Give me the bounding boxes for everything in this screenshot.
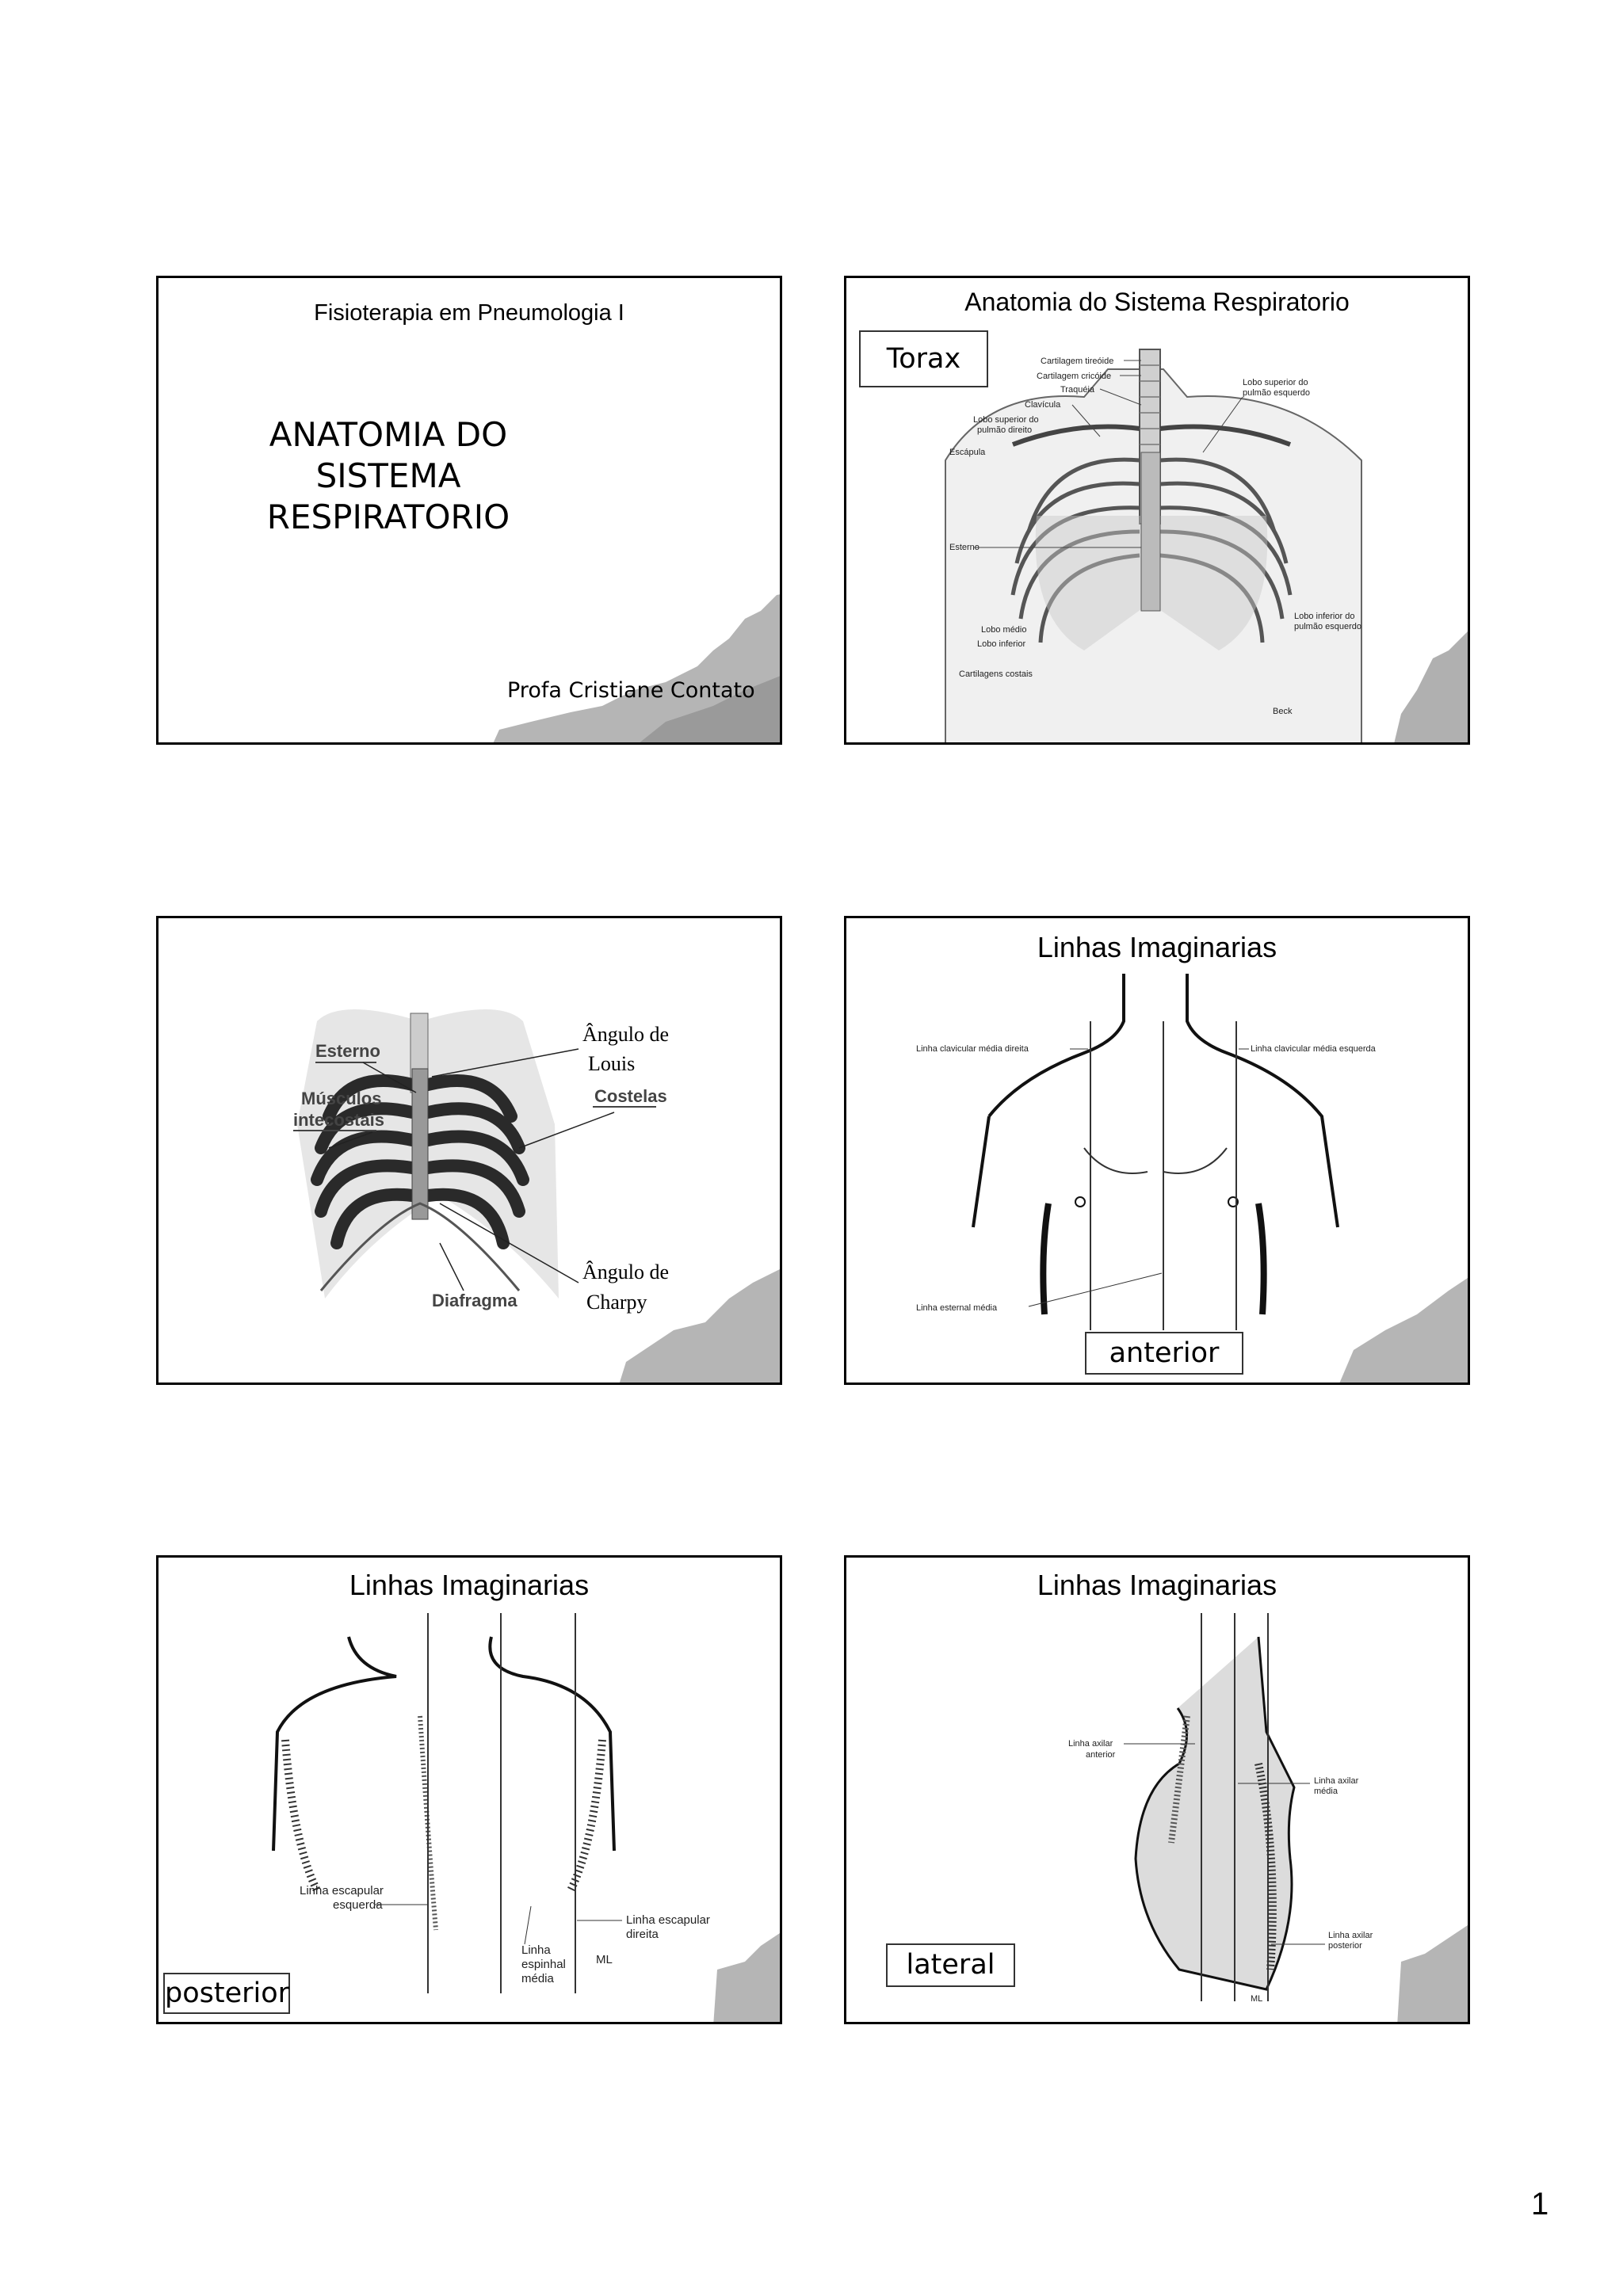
label-musculos-intercostais: Músculos <box>301 1089 382 1108</box>
label-lobo-superior-esquerdo: pulmão esquerdo <box>1243 388 1311 398</box>
label-escapula: Escápula <box>949 448 986 457</box>
label-esterno: Esterno <box>315 1041 380 1061</box>
author-name: Profa Cristiane Contato <box>507 678 755 703</box>
slide-heading: Linhas Imaginarias <box>349 1569 590 1601</box>
label-lobo-inferior-esquerdo: Lobo inferior do <box>1294 612 1355 621</box>
title-line: ANATOMIA DO <box>269 415 508 454</box>
label-cartilagem-cricoide: Cartilagem cricóide <box>1037 372 1112 381</box>
label-cartilagem-tireoide: Cartilagem tireóide <box>1041 357 1114 366</box>
slide-torax <box>844 276 1470 745</box>
label-cartilagens-costais: Cartilagens costais <box>959 669 1033 679</box>
slide-title <box>156 276 782 745</box>
ribcage-illustration <box>158 918 782 1385</box>
label-costelas: Costelas <box>594 1086 667 1106</box>
label-linha-espinhal-media: Linha <box>521 1943 551 1957</box>
label-traqueia: Traquéia <box>1060 385 1095 395</box>
label-linha-axilar-anterior: Linha axilar <box>1068 1739 1113 1749</box>
label-linha-axilar-posterior: Linha axilar <box>1328 1931 1373 1940</box>
label-angulo-louis: Ângulo de <box>582 1023 670 1046</box>
slide-linhas-lateral <box>844 1555 1470 2024</box>
label-linha-escapular-esquerda: Linha escapular <box>300 1884 384 1897</box>
label-linha-clavicular-esquerda: Linha clavicular média esquerda <box>1251 1044 1376 1054</box>
title-line: RESPIRATORIO <box>266 498 510 536</box>
label-lobo-inferior: Lobo inferior <box>977 639 1026 649</box>
illustrator-signature: ML <box>1251 1994 1263 2004</box>
label-clavicula: Clavícula <box>1025 400 1061 410</box>
label-linha-axilar-media: média <box>1314 1787 1338 1796</box>
section-tag: Torax <box>859 330 988 387</box>
label-diafragma: Diafragma <box>432 1291 517 1310</box>
label-angulo-charpy: Ângulo de <box>582 1261 670 1283</box>
slide-heading: Linhas Imaginarias <box>1037 931 1277 963</box>
label-linha-espinhal-media: média <box>521 1972 554 1985</box>
label-lobo-medio: Lobo médio <box>981 625 1027 635</box>
title-line: SISTEMA <box>315 456 461 495</box>
anterior-torso-illustration <box>846 918 1470 1385</box>
label-musculos-intercostais: intecostais <box>293 1110 384 1130</box>
page-number: 1 <box>1531 2187 1549 2222</box>
view-tag: lateral <box>886 1943 1015 1987</box>
illustrator-signature: Beck <box>1273 707 1293 716</box>
slide-heading: Linhas Imaginarias <box>1037 1569 1277 1601</box>
slide-heading: Anatomia do Sistema Respiratorio <box>964 288 1350 316</box>
corner-decoration <box>158 278 782 745</box>
label-linha-escapular-esquerda: esquerda <box>333 1898 383 1912</box>
label-lobo-inferior-esquerdo: pulmão esquerdo <box>1294 622 1362 631</box>
label-linha-clavicular-direita: Linha clavicular média direita <box>916 1044 1029 1054</box>
slide-ribcage <box>156 916 782 1385</box>
label-linha-axilar-anterior: anterior <box>1086 1750 1116 1760</box>
course-title: Fisioterapia em Pneumologia I <box>314 300 624 326</box>
label-lobo-superior-esquerdo: Lobo superior do <box>1243 378 1308 387</box>
slide-linhas-anterior <box>844 916 1470 1385</box>
label-angulo-charpy: Charpy <box>586 1291 647 1314</box>
posterior-torso-illustration <box>158 1558 782 2024</box>
label-linha-escapular-direita: Linha escapular <box>626 1913 710 1927</box>
label-linha-esternal-media: Linha esternal média <box>916 1303 998 1313</box>
view-tag: anterior <box>1085 1332 1243 1375</box>
label-linha-espinhal-media: espinhal <box>521 1958 566 1971</box>
label-linha-axilar-media: Linha axilar <box>1314 1776 1359 1786</box>
slide-linhas-posterior <box>156 1555 782 2024</box>
illustrator-signature: ML <box>596 1953 613 1966</box>
label-linha-axilar-posterior: posterior <box>1328 1941 1362 1951</box>
label-linha-escapular-direita: direita <box>626 1928 659 1941</box>
label-angulo-louis: Louis <box>588 1052 636 1075</box>
label-lobo-superior-direito: Lobo superior do <box>973 415 1039 425</box>
view-tag: posterior <box>163 1973 290 2014</box>
label-lobo-superior-direito: pulmão direito <box>977 425 1033 435</box>
label-esterno: Esterno <box>949 543 980 552</box>
